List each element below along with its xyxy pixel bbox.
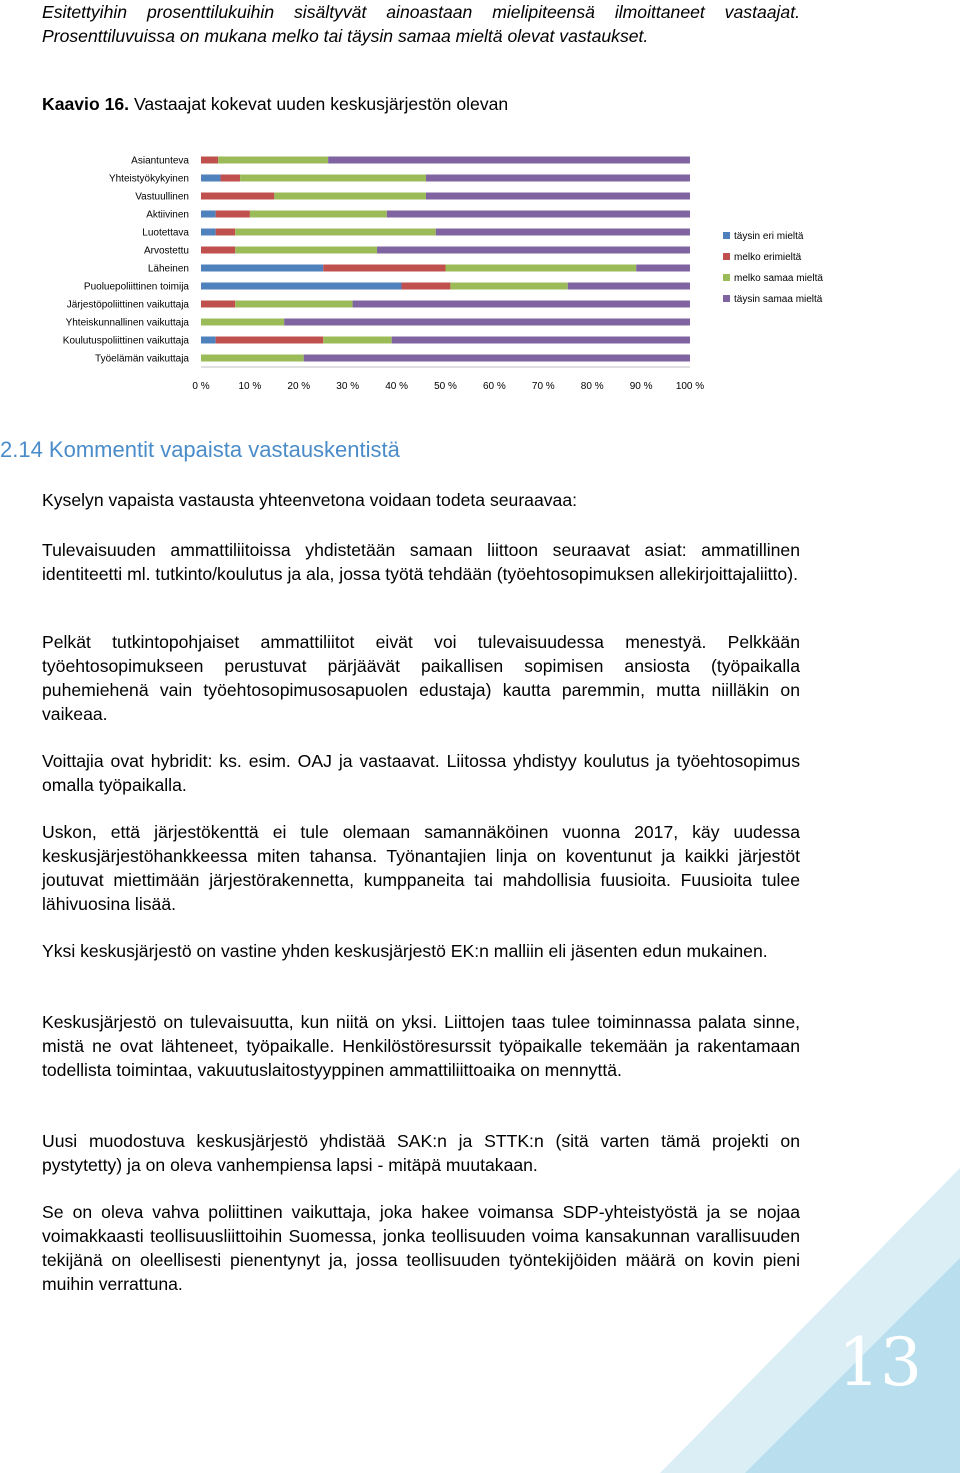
category-label: Yhteistyökykyinen	[108, 173, 189, 185]
category-label: Yhteiskunnallinen vaikuttaja	[65, 317, 189, 329]
corner-decoration	[660, 1168, 960, 1473]
category-label: Asiantunteva	[131, 155, 189, 167]
stacked-bar-chart	[0, 140, 960, 400]
category-label: Aktiivinen	[146, 209, 189, 221]
x-tick-label: 30 %	[336, 381, 360, 392]
chart-category-labels	[63, 156, 190, 365]
x-tick-label: 20 %	[287, 381, 311, 392]
category-label: Koulutuspoliittinen vaikuttaja	[62, 335, 189, 347]
x-tick-label: 80 %	[580, 381, 604, 392]
paragraph-organization-field: Uskon, että järjestökenttä ei tule olemaan samannäköinen vuonna 2017, käy uudessa keskusjärjestöhankkeessa miten tahansa. Työnantajien linja on koventunut ja kaikki järjestöt joutuvat miettimään järjestörakennetta, kumppaneita tai mahdollisia fuusioita. Fuusioita tulee lähivuosina lisää.	[42, 822, 800, 914]
figure-title: Vastaajat kokevat uuden keskusjärjestön olevan	[133, 94, 509, 114]
paragraph-one-confederation: Yksi keskusjärjestö on vastine yhden keskusjärjestö EK:n malliin eli jäsenten edun mukainen.	[42, 941, 768, 961]
chart-legend	[723, 231, 823, 305]
bar-segment	[392, 337, 690, 344]
bar-segment	[426, 175, 690, 182]
bar-segment	[201, 319, 284, 326]
bar-segment	[446, 265, 637, 272]
legend-swatch	[723, 232, 730, 239]
bar-segment	[323, 265, 445, 272]
bar-segment	[636, 265, 690, 272]
paragraph-hybrids: Voittajia ovat hybridit: ks. esim. OAJ ja vastaavat. Liitossa yhdistyy koulutus ja työehtosopimus omalla työpaikalla.	[42, 751, 800, 795]
paragraph-degree-based: Pelkät tutkintopohjaiset ammattiliitot eivät voi tulevaisuudessa menestyä. Pelkkään työehtosopimukseen perustuvat pärjäävät paikallisen sopimisen ansiosta (työpaikalla puhemiehenä vain työehtosopimusosapuolen edustaja) kautta paremmin, mutta niilläkin on vaikeaa.	[42, 632, 800, 724]
paragraph-summary: Kyselyn vapaista vastausta yhteenvetona voidaan todeta seuraavaa:	[42, 490, 578, 510]
legend-label: melko erimieltä	[734, 252, 802, 263]
bar-segment	[235, 229, 435, 236]
bar-segment	[221, 175, 241, 182]
bar-segment	[401, 283, 450, 290]
bar-segment	[274, 193, 426, 200]
bar-segment	[353, 301, 690, 308]
paragraph-central-org-future: Keskusjärjestö on tulevaisuutta, kun niitä on yksi. Liittojen taas tulee toiminnassa palata sinne, mistä ne ovat lähteneet, työpaikalle. Henkilöstöresurssit työpaikalle tekemään ja rakentamaan todellista toimintaa, vakuutuslaitostyyppinen ammattiliittoaika on mennyttä.	[42, 1012, 800, 1080]
bar-segment	[201, 229, 216, 236]
bar-segment	[201, 157, 218, 164]
figure-caption	[42, 92, 508, 116]
category-label: Läheinen	[147, 263, 189, 275]
chart-bars	[201, 157, 690, 362]
bar-segment	[323, 337, 391, 344]
legend-swatch	[723, 274, 730, 281]
intro-note: Esitettyihin prosenttilukuihin sisältyvät ainoastaan mielipiteensä ilmoittaneet vastaajat. Prosenttiluvuissa on mukana melko tai täysin samaa mieltä olevat vastaukset.	[42, 2, 800, 46]
category-label: Luotettava	[142, 227, 189, 239]
bar-segment	[284, 319, 690, 326]
bar-segment	[201, 247, 235, 254]
bar-segment	[235, 301, 352, 308]
bar-segment	[201, 211, 216, 218]
x-tick-label: 40 %	[385, 381, 408, 392]
legend-swatch	[723, 295, 730, 302]
bar-segment	[450, 283, 567, 290]
section-heading: 2.14 Kommentit vapaista vastauskentistä	[0, 437, 400, 462]
bar-segment	[201, 337, 216, 344]
legend-label: täysin samaa mieltä	[734, 294, 823, 305]
figure-number: Kaavio 16.	[42, 94, 130, 114]
bar-segment	[426, 193, 690, 200]
bar-segment	[218, 157, 328, 164]
bar-segment	[436, 229, 690, 236]
category-label: Vastuullinen	[135, 191, 189, 203]
bar-segment	[250, 211, 387, 218]
page-number: 13	[838, 1324, 922, 1401]
x-tick-label: 50 %	[434, 381, 457, 392]
bar-segment	[201, 283, 401, 290]
bar-segment	[328, 157, 690, 164]
x-tick-label: 60 %	[483, 381, 506, 392]
x-tick-label: 70 %	[531, 381, 555, 392]
bar-segment	[387, 211, 690, 218]
x-tick-label: 100 %	[675, 381, 705, 392]
chart-x-ticks	[192, 367, 704, 392]
bar-segment	[201, 355, 304, 362]
bar-segment	[304, 355, 690, 362]
bar-segment	[201, 265, 323, 272]
bar-segment	[216, 337, 324, 344]
bar-segment	[201, 175, 221, 182]
legend-swatch	[723, 253, 730, 260]
bar-segment	[216, 211, 250, 218]
paragraph-new-confederation: Uusi muodostuva keskusjärjestö yhdistää SAK:n ja STTK:n (sitä varten tämä projekti on pystytetty) ja on oleva vanhempiensa lapsi - mitäpä muutakaan.	[42, 1131, 800, 1175]
legend-label: melko samaa mieltä	[734, 273, 823, 284]
x-tick-label: 90 %	[629, 381, 653, 392]
bar-segment	[377, 247, 690, 254]
bar-segment	[201, 301, 235, 308]
category-label: Arvostettu	[143, 245, 189, 257]
category-label: Puoluepoliittinen toimija	[83, 281, 189, 293]
bar-segment	[568, 283, 690, 290]
x-tick-label: 0 %	[192, 381, 210, 392]
bar-segment	[201, 193, 274, 200]
x-tick-label: 10 %	[238, 381, 262, 392]
paragraph-political-influencer: Se on oleva vahva poliittinen vaikuttaja, joka hakee voimansa SDP-yhteistyöstä ja se nojaa voimakkaasti teollisuusliittoihin Suomessa, jonka teollisuuden voima kansakunnan varallisuuden tekijänä on oleellisesti pienentynyt ja, jossa teollisuuden työntekijöiden määrä on kovin pieni muihin verrattuna.	[42, 1202, 800, 1294]
bar-segment	[240, 175, 426, 182]
paragraph-future-unions: Tulevaisuuden ammattiliitoissa yhdistetään samaan liittoon seuraavat asiat: ammatillinen identiteetti ml. tutkinto/koulutus ja ala, jossa työtä tehdään (työehtosopimuksen allekirjoittajaliitto).	[42, 540, 800, 584]
bar-segment	[216, 229, 236, 236]
legend-label: täysin eri mieltä	[734, 231, 804, 242]
bar-segment	[235, 247, 377, 254]
category-label: Järjestöpoliittinen vaikuttaja	[66, 299, 189, 311]
category-label: Työelämän vaikuttaja	[95, 353, 189, 365]
